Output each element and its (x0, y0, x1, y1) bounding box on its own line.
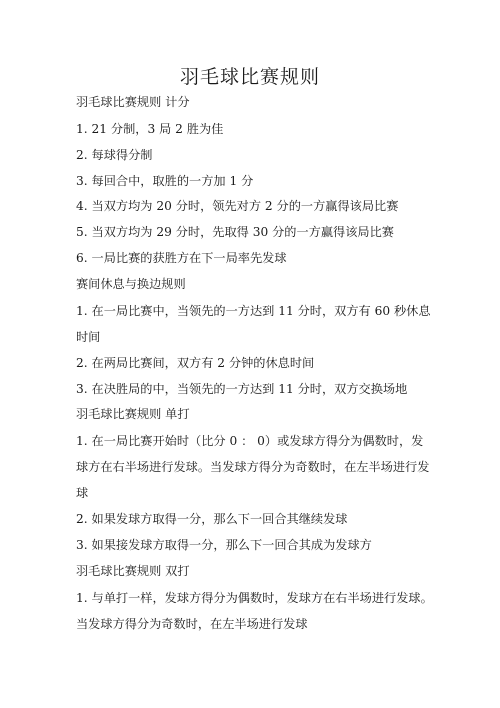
body-line: 2. 如果发球方取得一分，那么下一回合其继续发球 (76, 512, 348, 526)
body-line: 2. 每球得分制 (76, 148, 153, 162)
section-heading-rest: 赛间休息与换边规则 (76, 277, 186, 291)
body-line: 1. 21 分制，3 局 2 胜为佳 (76, 122, 224, 136)
body-line: 4. 当双方均为 20 分时，领先对方 2 分的一方赢得该局比赛 (76, 199, 399, 213)
section-heading-doubles: 羽毛球比赛规则 双打 (76, 564, 190, 578)
section-heading-singles: 羽毛球比赛规则 单打 (76, 407, 190, 421)
body-line: 1. 与单打一样，发球方得分为偶数时，发球方在右半场进行发球。 (76, 591, 433, 605)
body-line: 6. 一局比赛的获胜方在下一局率先发球 (76, 251, 287, 265)
body-line: 3. 如果接发球方取得一分，那么下一回合其成为发球方 (76, 538, 372, 552)
body-line: 当发球方得分为奇数时，在左半场进行发球 (76, 617, 308, 631)
body-line: 时间 (76, 330, 101, 344)
body-line: 3. 在决胜局的中，当领先的一方达到 11 分时，双方交换场地 (76, 382, 408, 396)
body-line: 球方在右半场进行发球。当发球方得分为奇数时，在左半场进行发 (76, 460, 430, 474)
body-line: 1. 在一局比赛中，当领先的一方达到 11 分时，双方有 60 秒休息 (76, 304, 431, 318)
document-title: 羽毛球比赛规则 (179, 66, 320, 88)
section-heading-scoring: 羽毛球比赛规则 计分 (76, 95, 190, 109)
body-line: 2. 在两局比赛间，双方有 2 分钟的休息时间 (76, 356, 315, 370)
body-line: 球 (76, 486, 89, 500)
body-line: 5. 当双方均为 29 分时，先取得 30 分的一方赢得该局比赛 (76, 225, 394, 239)
body-line: 1. 在一局比赛开始时（比分 0 ： 0）或发球方得分为偶数时，发 (76, 434, 424, 448)
body-line: 3. 每回合中，取胜的一方加 1 分 (76, 174, 254, 188)
